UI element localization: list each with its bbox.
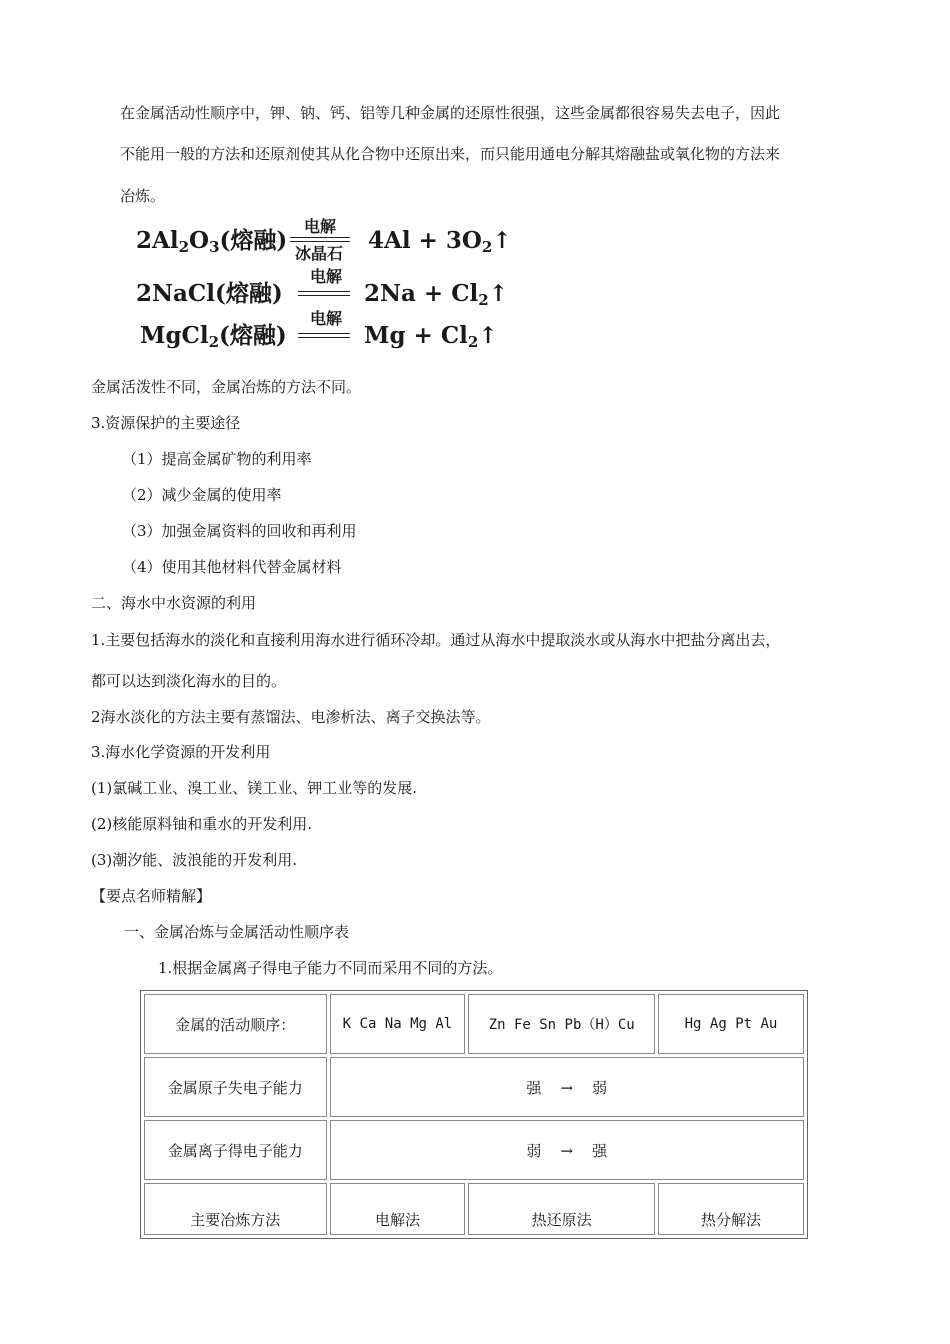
eq1-lhs-b: O: [189, 227, 210, 254]
table-cell: 强 → 弱: [330, 1057, 804, 1117]
heading-resource-protection: 3.资源保护的主要途径: [91, 414, 241, 432]
table-cell: 金属原子失电子能力: [144, 1057, 327, 1117]
eq1-condition-top: 电解: [303, 217, 336, 236]
eq1-lhs-a: 2Al: [136, 227, 179, 254]
seawater-item-3: (3)潮汐能、波浪能的开发利用.: [91, 851, 298, 869]
seawater-item-1: (1)氯碱工业、溴工业、镁工业、钾工业等的发展.: [91, 779, 418, 797]
section-heading-key-points: 【要点名师精解】: [91, 887, 212, 905]
eq1-lhs-c: (熔融): [219, 227, 288, 254]
eq1-rhs: 4Al + 3O: [368, 227, 482, 254]
eq3-gas-arrow: ↑: [478, 322, 498, 349]
subheading-electron-ability: 1.根据金属离子得电子能力不同而采用不同的方法。: [158, 959, 503, 977]
seawater-para-2: 2海水淡化的方法主要有蒸馏法、电渗析法、离子交换法等。: [91, 708, 491, 726]
table-cell: 热分解法: [658, 1183, 804, 1235]
eq3-lhs-a: MgCl: [140, 322, 209, 349]
intro-line-3: 冶炼。: [120, 187, 166, 205]
eq1-equals: [290, 237, 350, 242]
seawater-para-3: 3.海水化学资源的开发利用: [91, 743, 271, 761]
table-row: [144, 1183, 804, 1235]
list-item-4: （4）使用其他材料代替金属材料: [122, 558, 342, 576]
eq1-lhs-sub1: 2: [178, 238, 190, 256]
table-row: [144, 1057, 804, 1117]
section-heading-seawater: 二、海水中水资源的利用: [91, 594, 257, 612]
table-cell: K Ca Na Mg Al: [330, 994, 466, 1054]
eq1-lhs-sub2: 3: [209, 238, 220, 256]
table-row: [144, 1120, 804, 1180]
table-cell: 电解法: [330, 1183, 466, 1235]
eq3-lhs-sub: 2: [208, 333, 220, 351]
paragraph-activity-method: 金属活泼性不同，金属冶炼的方法不同。: [91, 378, 362, 396]
eq2-gas-arrow: ↑: [488, 280, 508, 307]
eq3-lhs-c: (熔融): [219, 322, 287, 349]
eq1-rhs-sub: 2: [481, 238, 493, 256]
seawater-item-2: (2)核能原料铀和重水的开发利用.: [91, 815, 313, 833]
eq2-rhs-sub: 2: [478, 291, 489, 309]
list-item-1: （1）提高金属矿物的利用率: [122, 450, 312, 468]
table-cell: 金属离子得电子能力: [144, 1120, 327, 1180]
table-cell: Zn Fe Sn Pb（H）Cu: [468, 994, 655, 1054]
eq2-lhs: 2NaCl(熔融): [136, 280, 283, 307]
metal-activity-table: [140, 990, 808, 1239]
table-cell: Hg Ag Pt Au: [658, 994, 804, 1054]
seawater-para-1b: 都可以达到淡化海水的目的。: [91, 672, 287, 690]
eq2-rhs: 2Na + Cl: [364, 280, 479, 307]
list-item-3: （3）加强金属资料的回收和再利用: [122, 522, 357, 540]
eq2-equals: [298, 291, 350, 296]
table-cell: 金属的活动顺序：: [144, 994, 327, 1054]
eq2-condition-top: 电解: [309, 267, 342, 286]
eq3-rhs: Mg + Cl: [364, 322, 468, 349]
eq1-gas-arrow: ↑: [492, 227, 512, 254]
table-row: [144, 994, 804, 1054]
eq1-condition-bottom: 冰晶石: [294, 244, 343, 263]
eq3-rhs-sub: 2: [467, 333, 479, 351]
seawater-para-1a: 1.主要包括海水的淡化和直接利用海水进行循环冷却。通过从海水中提取淡水或从海水中把盐分离出去，: [91, 631, 781, 649]
intro-line-1: 在金属活动性顺序中，钾、钠、钙、铝等几种金属的还原性很强，这些金属都很容易失去电子，因此: [120, 104, 781, 122]
list-item-2: （2）减少金属的使用率: [122, 486, 282, 504]
eq3-equals: [298, 333, 350, 338]
table-cell: 弱 → 强: [330, 1120, 804, 1180]
eq3-condition-top: 电解: [309, 309, 342, 328]
table-cell: 主要冶炼方法: [144, 1183, 327, 1235]
table-cell: 热还原法: [468, 1183, 655, 1235]
subheading-metal-smelting: 一、金属冶炼与金属活动性顺序表: [124, 923, 350, 941]
intro-line-2: 不能用一般的方法和还原剂使其从化合物中还原出来，而只能用通电分解其熔融盐或氧化物的方法来: [120, 145, 781, 163]
